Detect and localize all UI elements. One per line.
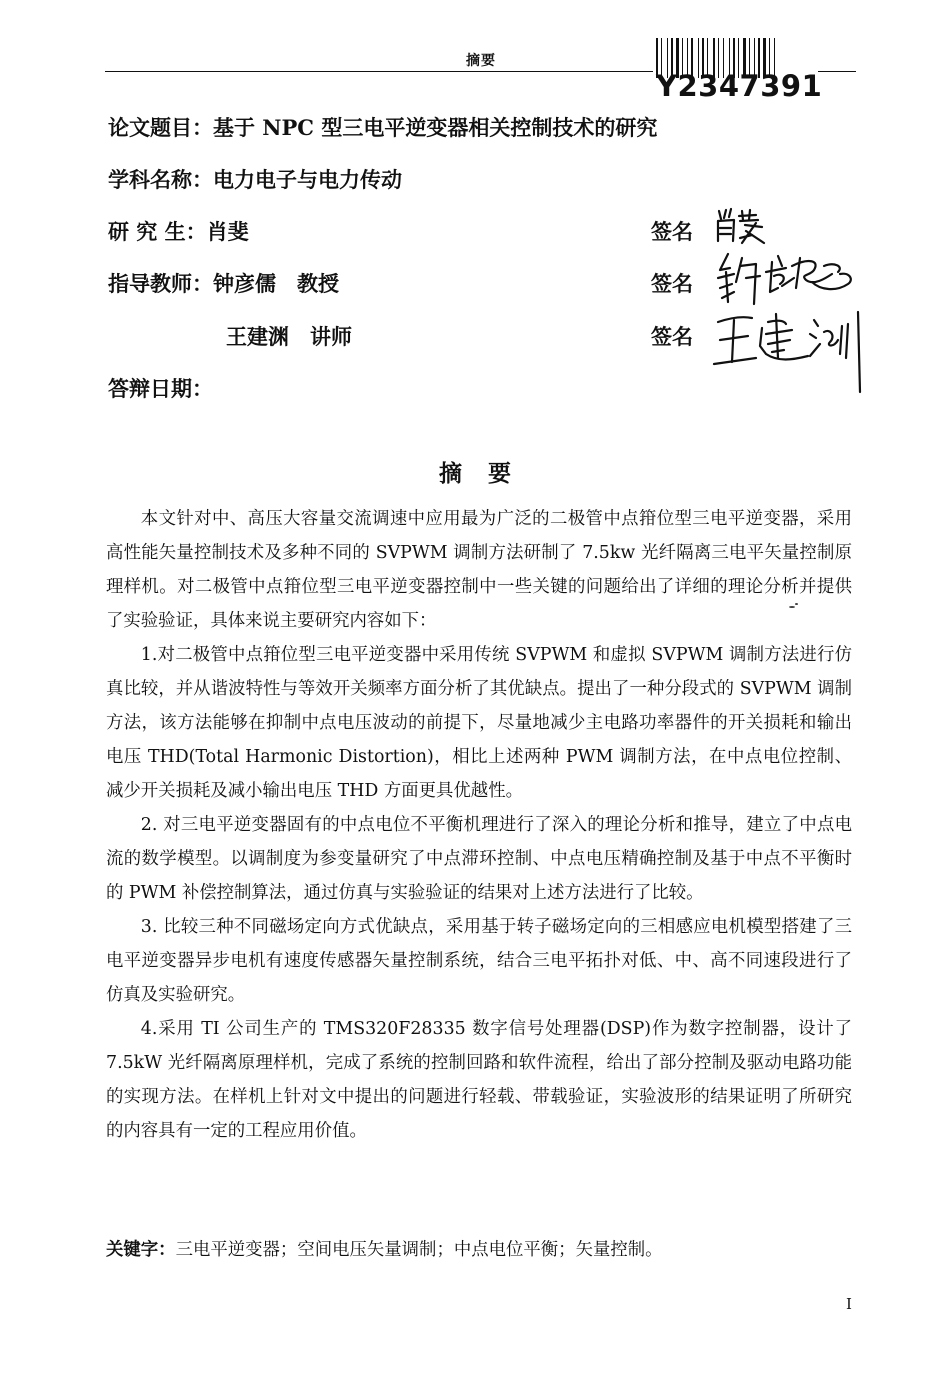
advisor1-sign-label: 签名 bbox=[651, 271, 693, 296]
abstract-item-2: 2. 对三电平逆变器固有的中点电位不平衡机理进行了深入的理论分析和推导，建立了中点电流的数学模型。以调制度为参变量研究了中点滞环控制、中点电压精确控制及基于中点不平衡时的 PWM 补偿控制算法，通过仿真与实验验证的结果对上述方法进行了比较。 bbox=[106, 815, 852, 903]
student-row bbox=[108, 216, 249, 246]
header-rule-left bbox=[105, 71, 653, 72]
abstract-heading: 摘要 bbox=[439, 460, 537, 487]
defense-date-label: 答辩日期： bbox=[108, 376, 213, 401]
student-sign-label: 签名 bbox=[651, 219, 693, 244]
advisor-2-value: 王建渊 讲师 bbox=[226, 324, 352, 349]
abstract-item-3: 3. 比较三种不同磁场定向方式优缺点，采用基于转子磁场定向的三相感应电机模型搭建了三电平逆变器异步电机有速度传感器矢量控制系统，结合三电平拓扑对低、中、高不同速段进行了仿真及实验研究。 bbox=[106, 917, 852, 1005]
advisor-label: 指导教师： bbox=[108, 271, 213, 296]
page-number: I bbox=[846, 1295, 852, 1313]
scan-speck bbox=[795, 603, 798, 605]
keywords-line bbox=[106, 1236, 663, 1264]
running-header-title: 摘要 bbox=[466, 53, 496, 69]
student-signature bbox=[712, 205, 774, 245]
advisor2-sign-label: 签名 bbox=[651, 324, 693, 349]
keywords-value: 三电平逆变器；空间电压矢量调制；中点电位平衡；矢量控制。 bbox=[175, 1240, 663, 1260]
advisor-2-row bbox=[226, 321, 352, 351]
thesis-title-value: 基于 NPC 型三电平逆变器相关控制技术的研究 bbox=[213, 115, 658, 140]
discipline-value: 电力电子与电力传动 bbox=[213, 167, 402, 192]
header-rule-right bbox=[818, 71, 856, 72]
thesis-title-row bbox=[108, 112, 657, 142]
scan-speck bbox=[789, 606, 795, 608]
abstract-item-4: 4.采用 TI 公司生产的 TMS320F28335 数字信号处理器(DSP)作为数字控制器，设计了 7.5kW 光纤隔离原理样机，完成了系统的控制回路和软件流程，给出了部分控制及驱动电路功能的实现方法。在样机上针对文中提出的问题进行轻载、带载验证，实验波形的结果证明了所研究的内容具有一定的工程应用价值。 bbox=[106, 1019, 852, 1141]
discipline-row bbox=[108, 164, 402, 194]
advisor1-signature bbox=[716, 248, 858, 310]
discipline-label: 学科名称： bbox=[108, 167, 213, 192]
abstract-body bbox=[106, 502, 852, 1148]
advisor-1-value: 钟彦儒 教授 bbox=[213, 271, 339, 296]
student-value: 肖斐 bbox=[206, 219, 249, 244]
abstract-item-1: 1.对二极管中点箝位型三电平逆变器中采用传统 SVPWM 和虚拟 SVPWM 调制方法进行仿真比较，并从谐波特性与等效开关频率方面分析了其优缺点。提出了一种分段式的 SVPWM 调制方法，该方法能够在抑制中点电压波动的前提下，尽量地减少主电路功率器件的开关损耗和输出电压 THD(Total Harmonic Distortion)，相比上述两种 PWM 调制方法，在中点电位控制、减少开关损耗及减小输出电压 THD 方面更具优越性。 bbox=[106, 645, 852, 801]
barcode-number: Y2347391 bbox=[656, 69, 823, 103]
abstract-intro-paragraph: 本文针对中、高压大容量交流调速中应用最为广泛的二极管中点箝位型三电平逆变器，采用高性能矢量控制技术及多种不同的 SVPWM 调制方法研制了 7.5kw 光纤隔离三电平矢量控制原理样机。对二极管中点箝位型三电平逆变器控制中一些关键的问题给出了详细的理论分析并提供了实验验证，具体来说主要研究内容如下： bbox=[106, 509, 852, 631]
thesis-title-label: 论文题目： bbox=[108, 115, 213, 140]
advisor-row bbox=[108, 268, 339, 298]
student-label: 研 究 生： bbox=[108, 219, 207, 244]
keywords-label: 关键字： bbox=[106, 1240, 176, 1260]
advisor2-signature bbox=[712, 306, 867, 396]
defense-date-row bbox=[108, 373, 213, 403]
